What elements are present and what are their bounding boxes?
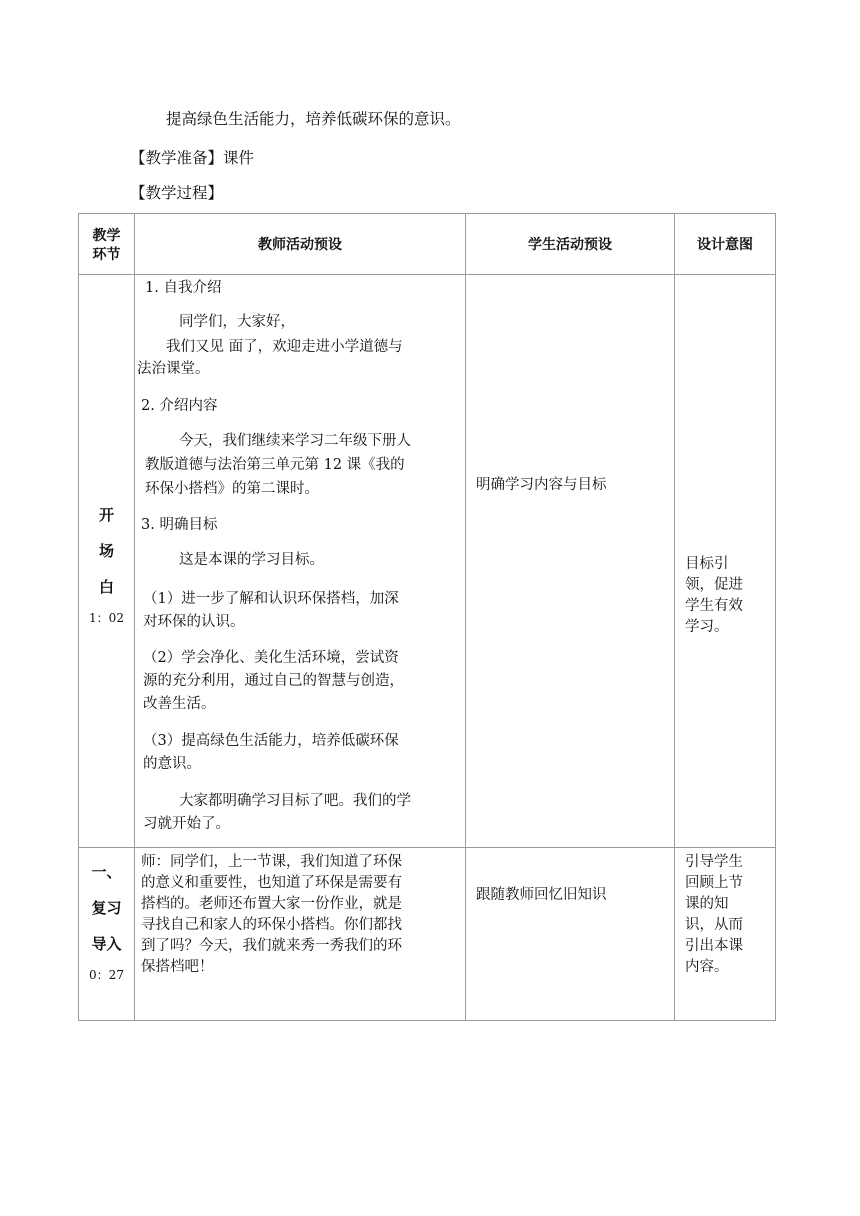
- header-stage-line1: 教学: [92, 227, 121, 244]
- teacher-line: 对环保的认识。: [143, 614, 245, 630]
- header-stage: [79, 214, 135, 275]
- design-intent-cell: [675, 848, 776, 1021]
- intent-line: 学生有效: [685, 598, 743, 614]
- teacher-line: 今天，我们继续来学习二年级下册人: [179, 433, 411, 449]
- design-intent-text: [675, 554, 775, 638]
- stage-char: 开: [98, 505, 114, 524]
- teacher-line: 1. 自我介绍: [145, 280, 222, 296]
- teacher-line: 大家都明确学习目标了吧。我们的学: [179, 793, 411, 809]
- stage-char: 一、: [91, 863, 122, 881]
- table-header-row: [79, 214, 776, 275]
- stage-char: 导入: [91, 935, 122, 953]
- stage-cell-opening: [79, 275, 135, 848]
- stage-cell-review: [79, 848, 135, 1021]
- intent-line: 引导学生: [685, 854, 743, 870]
- teacher-activity-cell: [135, 275, 466, 848]
- teacher-line: 2. 介绍内容: [141, 398, 218, 414]
- teaching-prep: 【教学准备】课件: [130, 149, 255, 167]
- teacher-line: 搭档的。老师还布置大家一份作业，就是: [141, 896, 402, 912]
- header-intent: 设计意图: [675, 214, 776, 275]
- intent-line: 目标引: [685, 556, 729, 572]
- intent-line: 课的知: [685, 896, 729, 912]
- teacher-line: 到了吗？今天，我们就来秀一秀我们的环: [141, 938, 402, 954]
- stage-char: 白: [98, 577, 114, 596]
- teacher-line: 教版道德与法治第三单元第 12 课《我的: [145, 457, 405, 473]
- teacher-line: 环保小搭档》的第二课时。: [145, 481, 319, 497]
- stage-char: 场: [98, 541, 114, 560]
- teacher-line: 保搭档吧！: [141, 959, 214, 975]
- student-activity-cell: [466, 275, 675, 848]
- student-activity-text: 跟随教师回忆旧知识: [476, 887, 607, 903]
- teacher-line: 3. 明确目标: [141, 517, 218, 533]
- teacher-line: 的意义和重要性，也知道了环保是需要有: [141, 875, 402, 891]
- teacher-line: （2）学会净化、美化生活环境，尝试资: [143, 650, 399, 666]
- header-teacher: 教师活动预设: [135, 214, 466, 275]
- intent-line: 回顾上节: [685, 875, 743, 891]
- teaching-process-heading: 【教学过程】: [130, 184, 224, 202]
- table-row: [79, 848, 776, 1021]
- teacher-line: 源的充分利用，通过自己的智慧与创造，: [143, 673, 404, 689]
- teacher-line: 法治课堂。: [137, 361, 210, 377]
- design-intent-text: [675, 848, 775, 978]
- teacher-line: 我们又见 面了，欢迎走进小学道德与: [166, 339, 403, 355]
- teacher-line: （3）提高绿色生活能力，培养低碳环保: [143, 733, 399, 749]
- header-stage-line2: 环节: [92, 246, 121, 263]
- stage-time: 0：27: [89, 968, 124, 982]
- teacher-activity-cell: [135, 848, 466, 1021]
- intent-line: 内容。: [685, 959, 729, 975]
- intent-line: 引出本课: [685, 938, 743, 954]
- intent-line: 领，促进: [685, 577, 743, 593]
- intent-line: 识，从而: [685, 917, 743, 933]
- teacher-line: 寻找自己和家人的环保小搭档。你们都找: [141, 917, 402, 933]
- intro-text: 提高绿色生活能力，培养低碳环保的意识。: [166, 110, 461, 128]
- header-student: 学生活动预设: [466, 214, 675, 275]
- teacher-line: 这是本课的学习目标。: [179, 552, 324, 568]
- teacher-line: 习就开始了。: [143, 816, 230, 832]
- table-row: [79, 275, 776, 848]
- stage-time: 1：02: [89, 610, 124, 625]
- design-intent-cell: [675, 275, 776, 848]
- teacher-line: 师：同学们，上一节课，我们知道了环保: [141, 854, 402, 870]
- teacher-line: （1）进一步了解和认识环保搭档，加深: [143, 591, 399, 607]
- stage-char: 复习: [91, 899, 122, 917]
- teacher-line: 改善生活。: [143, 696, 216, 712]
- teacher-line: 的意识。: [143, 756, 201, 772]
- student-activity-cell: [466, 848, 675, 1021]
- intent-line: 学习。: [685, 619, 729, 635]
- student-activity-text: 明确学习内容与目标: [476, 477, 607, 493]
- lesson-plan-table: [78, 213, 776, 1021]
- teacher-line: 同学们，大家好，: [179, 314, 295, 330]
